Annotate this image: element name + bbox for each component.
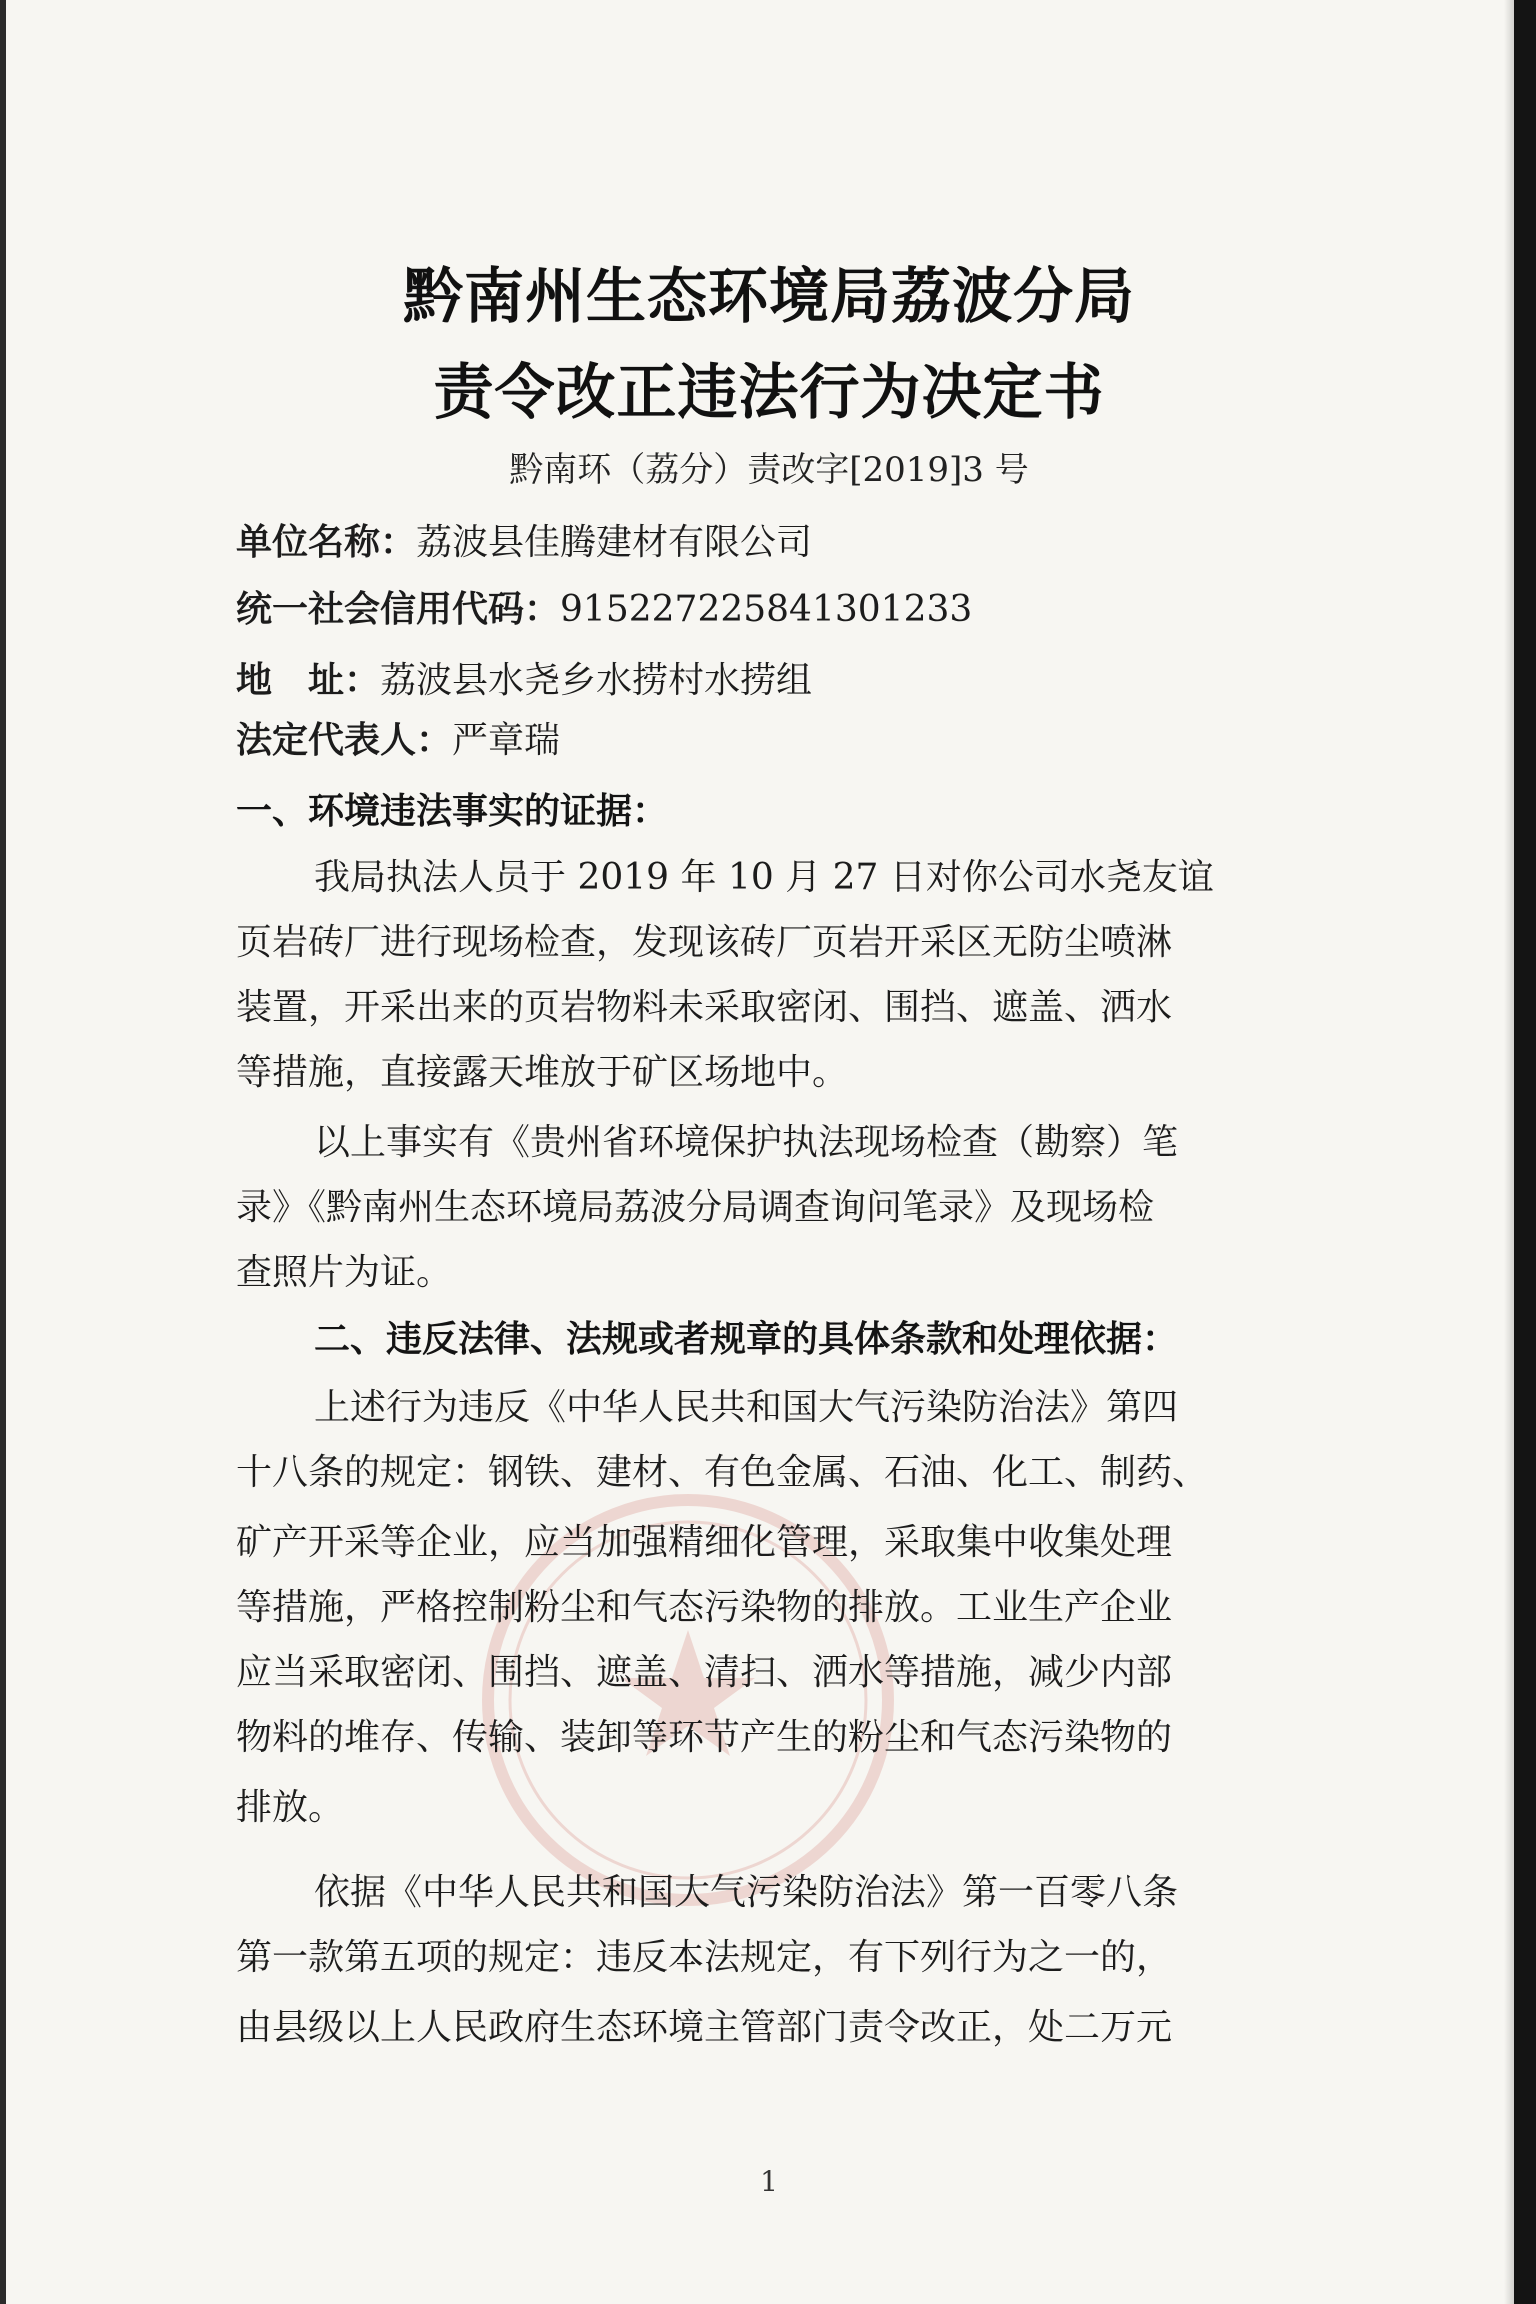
section-1-para-2-line-3: 查照片为证。 (236, 1252, 453, 1293)
unit-name-value: 荔波县佳腾建材有限公司 (416, 522, 813, 563)
document-title-line-1: 黔南州生态环境局荔波分局 (403, 262, 1135, 332)
document-number: 黔南环（荔分）责改字[2019]3 号 (509, 450, 1029, 490)
section-2-para-1-line-4: 等措施，严格控制粉尘和气态污染物的排放。工业生产企业 (236, 1587, 1173, 1628)
scan-right-shade (1504, 0, 1514, 2304)
section-2-para-1-line-5: 应当采取密闭、围挡、遮盖、清扫、洒水等措施，减少内部 (236, 1652, 1173, 1693)
section-2-para-1-line-7: 排放。 (236, 1787, 345, 1828)
section-2-para-2-line-1: 依据《中华人民共和国大气污染防治法》第一百零八条 (314, 1872, 1179, 1913)
address-value: 荔波县水尧乡水捞村水捞组 (380, 660, 813, 701)
section-2-para-2-line-2: 第一款第五项的规定：违反本法规定，有下列行为之一的， (236, 1937, 1173, 1978)
section-1-heading: 一、环境违法事实的证据： (236, 791, 669, 832)
section-2-para-1-line-2: 十八条的规定：钢铁、建材、有色金属、石油、化工、制药、 (236, 1452, 1209, 1493)
scan-right-edge (1514, 0, 1536, 2304)
section-1-para-1-line-3: 装置，开采出来的页岩物料未采取密闭、围挡、遮盖、洒水 (236, 987, 1173, 1028)
unit-name-field (236, 520, 1302, 566)
address-label: 地 址： (236, 660, 381, 701)
legal-rep-label: 法定代表人： (236, 720, 453, 761)
address-field (236, 658, 1302, 704)
section-2-para-1-line-6: 物料的堆存、传输、装卸等环节产生的粉尘和气态污染物的 (236, 1717, 1173, 1758)
section-2-para-1-line-1: 上述行为违反《中华人民共和国大气污染防治法》第四 (314, 1387, 1179, 1428)
section-1-para-1-line-1: 我局执法人员于 2019 年 10 月 27 日对你公司水尧友谊 (314, 857, 1214, 898)
section-1-para-1-line-2: 页岩砖厂进行现场检查，发现该砖厂页岩开采区无防尘喷淋 (236, 922, 1173, 963)
document-page (236, 0, 1302, 2304)
scan-left-edge (0, 0, 6, 2304)
section-2-para-2-line-3: 由县级以上人民政府生态环境主管部门责令改正，处二万元 (236, 2007, 1173, 2048)
legal-rep-value: 严章瑞 (452, 720, 561, 761)
credit-code-field (236, 587, 1302, 633)
section-1-para-1-line-4: 等措施，直接露天堆放于矿区场地中。 (236, 1052, 849, 1093)
page-number: 1 (760, 2165, 778, 2198)
credit-code-value: 915227225841301233 (560, 589, 973, 630)
section-1-para-2-line-1: 以上事实有《贵州省环境保护执法现场检查（勘察）笔 (314, 1122, 1179, 1163)
credit-code-label: 统一社会信用代码： (236, 589, 561, 630)
section-2-heading: 二、违反法律、法规或者规章的具体条款和处理依据： (314, 1319, 1179, 1360)
legal-rep-field (236, 718, 1302, 764)
section-2-para-1-line-3: 矿产开采等企业，应当加强精细化管理，采取集中收集处理 (236, 1522, 1173, 1563)
section-1-para-2-line-2: 录》《黔南州生态环境局荔波分局调查询问笔录》及现场检 (236, 1187, 1155, 1228)
document-title-line-2: 责令改正违法行为决定书 (433, 358, 1105, 428)
unit-name-label: 单位名称： (236, 522, 417, 563)
